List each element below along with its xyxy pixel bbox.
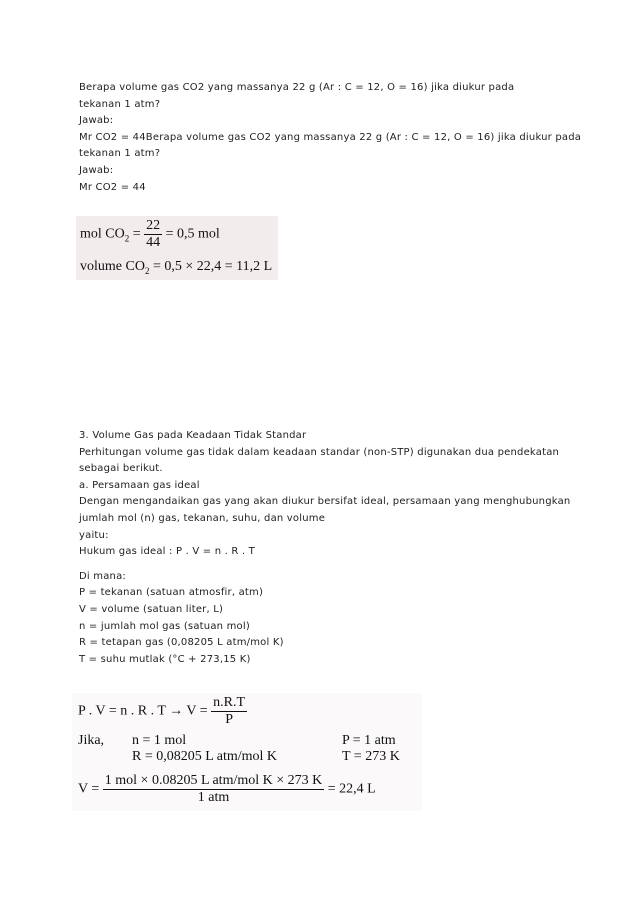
numerator: n.R.T [213, 695, 246, 710]
volume-expression: = 0,5 × 22,4 = 11,2 L [152, 259, 273, 274]
fraction [103, 773, 325, 806]
explanation-text-block [79, 428, 571, 668]
text-line: Mr CO2 = 44Berapa volume gas CO2 yang massanya 22 g (Ar : C = 12, O = 16) jika diukur pada [79, 131, 582, 143]
text-line: tekanan 1 atm? [79, 98, 161, 110]
mol-volume-formula-image [76, 216, 278, 280]
volume-formula-row [80, 258, 272, 280]
ideal-gas-left: P . V = n . R . T → V = [78, 703, 208, 719]
mol-label: mol CO [80, 226, 125, 242]
p-value: P = 1 atm [342, 733, 396, 748]
text-line: tekanan 1 atm? [79, 148, 161, 160]
subscript: 2 [124, 233, 130, 244]
ideal-gas-rearranged-row [78, 695, 247, 728]
denominator: 44 [146, 235, 161, 250]
mol-result: = 0,5 mol [165, 226, 220, 242]
numerator: 1 mol × 0.08205 L atm/mol K × 273 K [104, 773, 323, 788]
volume-result: = 22,4 L [327, 781, 376, 797]
question-text-block [79, 80, 582, 196]
jika-label: Jika, [78, 733, 105, 748]
volume-calculation-row [78, 773, 376, 806]
volume-label: volume CO [80, 259, 145, 274]
text-line: sebagai berikut. [79, 463, 163, 475]
mol-formula-row [80, 218, 220, 251]
text-line: a. Persamaan gas ideal [79, 479, 200, 491]
text-line: T = suhu mutlak (°C + 273,15 K) [79, 653, 251, 665]
denominator: P [211, 711, 247, 728]
text-line: Berapa volume gas CO2 yang massanya 22 g (Ar : C = 12, O = 16) jika diukur pada [79, 82, 515, 93]
text-line: jumlah mol (n) gas, tekanan, suhu, dan volume [79, 512, 326, 524]
section-heading: 3. Volume Gas pada Keadaan Tidak Standar [79, 430, 307, 441]
denominator: 1 atm [103, 789, 325, 806]
text-line: Hukum gas ideal : P . V = n . R . T [79, 546, 255, 558]
text-line: Dengan mengandaikan gas yang akan diukur bersifat ideal, persamaan yang menghubungkan [79, 496, 571, 508]
text-line: n = jumlah mol gas (satuan mol) [79, 620, 250, 632]
equals-sign: = [132, 226, 141, 242]
fraction [144, 218, 162, 251]
text-line: yaitu: [79, 529, 109, 541]
fraction [211, 695, 247, 728]
n-value: n = 1 mol [132, 733, 187, 748]
text-line: R = tetapan gas (0,08205 L atm/mol K) [79, 637, 284, 649]
text-line: Di mana: [79, 570, 126, 582]
text-line: Perhitungan volume gas tidak dalam keadaan standar (non-STP) digunakan dua pendekatan [79, 446, 560, 458]
t-value: T = 273 K [342, 749, 400, 764]
volume-left: V = [78, 781, 100, 797]
numerator: 22 [146, 218, 161, 233]
subscript: 2 [144, 265, 150, 276]
r-value: R = 0,08205 L atm/mol K [132, 749, 278, 764]
text-line: P = tekanan (satuan atmosfir, atm) [79, 587, 264, 599]
text-line: Mr CO2 = 44 [79, 181, 146, 193]
text-line: V = volume (satuan liter, L) [79, 603, 224, 615]
text-line: Jawab: [79, 115, 114, 127]
text-line: Jawab: [79, 164, 114, 176]
ideal-gas-formula-image [72, 693, 422, 811]
